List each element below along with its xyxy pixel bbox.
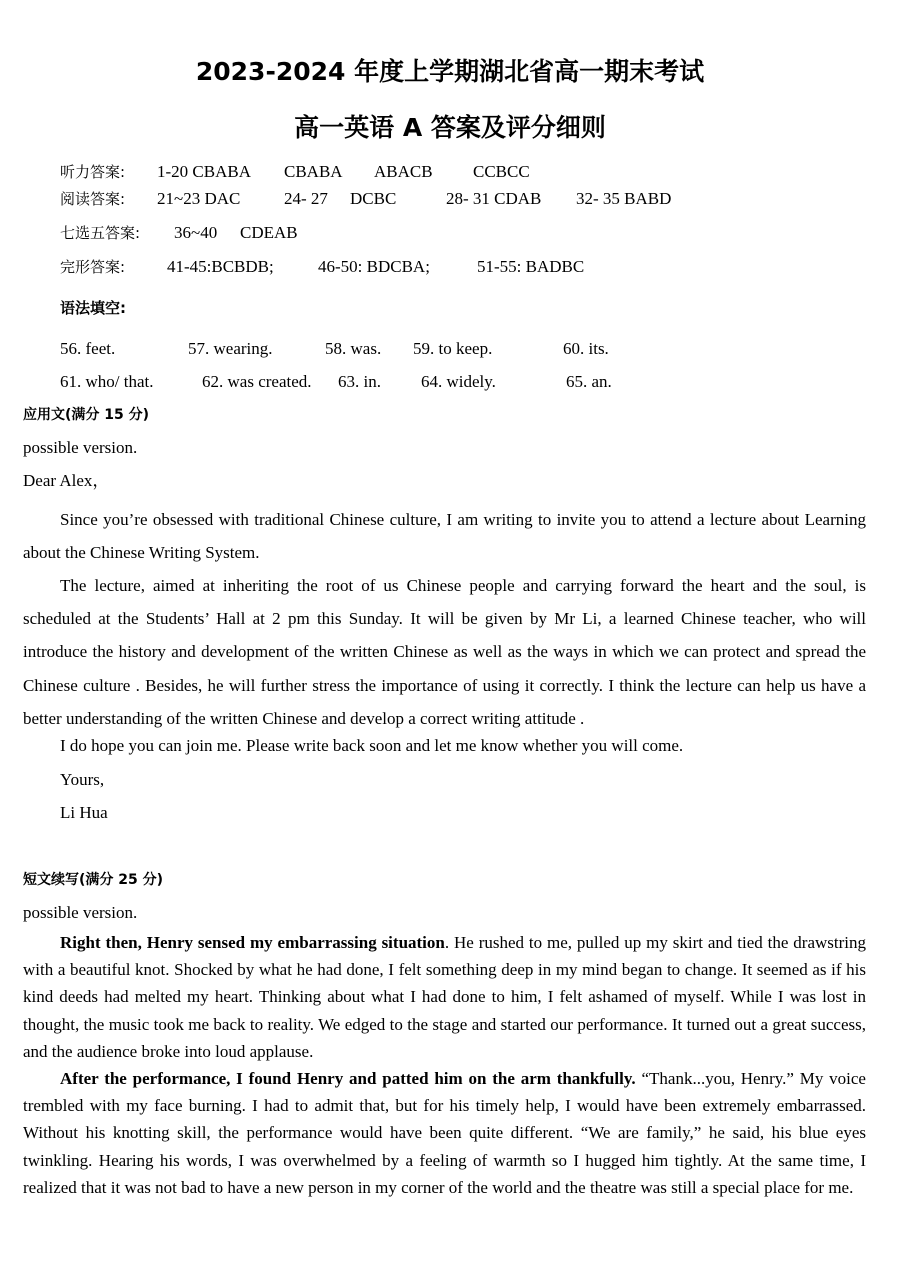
grammar-label: 语法填空: — [60, 299, 126, 317]
answer-group: CCBCC — [473, 162, 530, 181]
letter-paragraph-2: The lecture, aimed at inheriting the root of us Chinese people and carrying forward the heart and the soul, is scheduled at the Students’ Hall at 2 pm this Sunday. It will be given by Mr Li, a learned Chinese teacher, who will introduce the history and development of the written Chinese as well as the ways in which we can protect and spread the Chinese culture . Besides, he will further stress the importance of using it correctly. I think the lecture can help us have a better understanding of the written Chinese and develop a correct writing attitude . — [23, 576, 866, 728]
seven-five-label: 七选五答案: — [60, 224, 141, 242]
grammar-answer: 64. widely. — [421, 372, 496, 391]
answer-group: 28- 31 CDAB — [446, 189, 542, 208]
letter-paragraph-3: I do hope you can join me. Please write back soon and let me know whether you will come. — [60, 736, 684, 755]
story-paragraph-1-body: . He rushed to me, pulled up my skirt and tied the drawstring with a beautiful knot. Shocked by what he had done, I felt something deep in my mind began to change. It seemed as if his kind deeds had melted my heart. Thinking about what I had done to him, I felt ashamed of myself. While I was lost in thought, the music took me back to reality. We edged to the stage and started our performance. It turned out a great success, and the audience broke into loud applause. — [23, 933, 866, 1061]
answer-group: 36~40 — [174, 223, 218, 242]
answer-group: CBABA — [284, 162, 343, 181]
continuation-writing-note: possible version. — [23, 903, 138, 922]
grammar-answer: 63. in. — [338, 372, 381, 391]
story-paragraph-1 — [23, 929, 866, 1065]
answer-group: ABACB — [374, 162, 433, 181]
grammar-answer: 62. was created. — [202, 372, 312, 391]
answer-group: 32- 35 BABD — [576, 189, 672, 208]
grammar-answer: 65. an. — [566, 372, 612, 391]
page-subtitle: 高一英语 A 答案及评分细则 — [294, 113, 606, 142]
applied-writing-note: possible version. — [23, 438, 138, 457]
answer-group: 24- 27 — [284, 189, 328, 208]
continuation-writing-heading: 短文续写(满分 25 分) — [23, 872, 164, 888]
answer-group: CDEAB — [240, 223, 298, 242]
letter-closing: Yours, — [60, 770, 105, 789]
answer-group: 41-45:BCBDB; — [167, 257, 274, 276]
answer-group: 21~23 DAC — [157, 189, 241, 208]
story-paragraph-2 — [23, 1065, 866, 1201]
story-paragraph-1-lead: Right then, Henry sensed my embarrassing situation — [60, 933, 445, 952]
listening-label: 听力答案: — [60, 163, 126, 181]
grammar-answer: 61. who/ that. — [60, 372, 154, 391]
reading-label: 阅读答案: — [60, 190, 126, 208]
applied-writing-heading: 应用文(满分 15 分) — [23, 407, 150, 423]
grammar-answer: 57. wearing. — [188, 339, 273, 358]
story-paragraph-2-lead: After the performance, I found Henry and patted him on the arm thankfully. — [60, 1069, 636, 1088]
grammar-answer: 60. its. — [563, 339, 609, 358]
answer-group: DCBC — [350, 189, 397, 208]
letter-paragraph-1: Since you’re obsessed with traditional Chinese culture, I am writing to invite you to attend a lecture about Learning about the Chinese Writing System. — [23, 510, 866, 562]
story-paragraph-2-body: “Thank...you, Henry.” My voice trembled with my face burning. I had to admit that, but for his timely help, I would have been extremely embarrassed. Without his knotting skill, the performance would have been quite different. “We are family,” he said, his blue eyes twinkling. Hearing his words, I was overwhelmed by a feeling of warmth so I hugged him tightly. At the same time, I realized that it was not bad to have a new person in my corner of the world and the theatre was still a special place for me. — [23, 1069, 866, 1197]
grammar-answer: 58. was. — [325, 339, 382, 358]
answer-group: 46-50: BDCBA; — [318, 257, 430, 276]
cloze-label: 完形答案: — [60, 258, 126, 276]
answer-group: 1-20 CBABA — [157, 162, 251, 181]
grammar-answer: 59. to keep. — [413, 339, 493, 358]
letter-signature: Li Hua — [60, 803, 108, 822]
letter-greeting: Dear Alex， — [23, 471, 110, 490]
page-title: 2023-2024 年度上学期湖北省高一期末考试 — [195, 57, 705, 86]
answer-group: 51-55: BADBC — [477, 257, 585, 276]
grammar-answer: 56. feet. — [60, 339, 116, 358]
